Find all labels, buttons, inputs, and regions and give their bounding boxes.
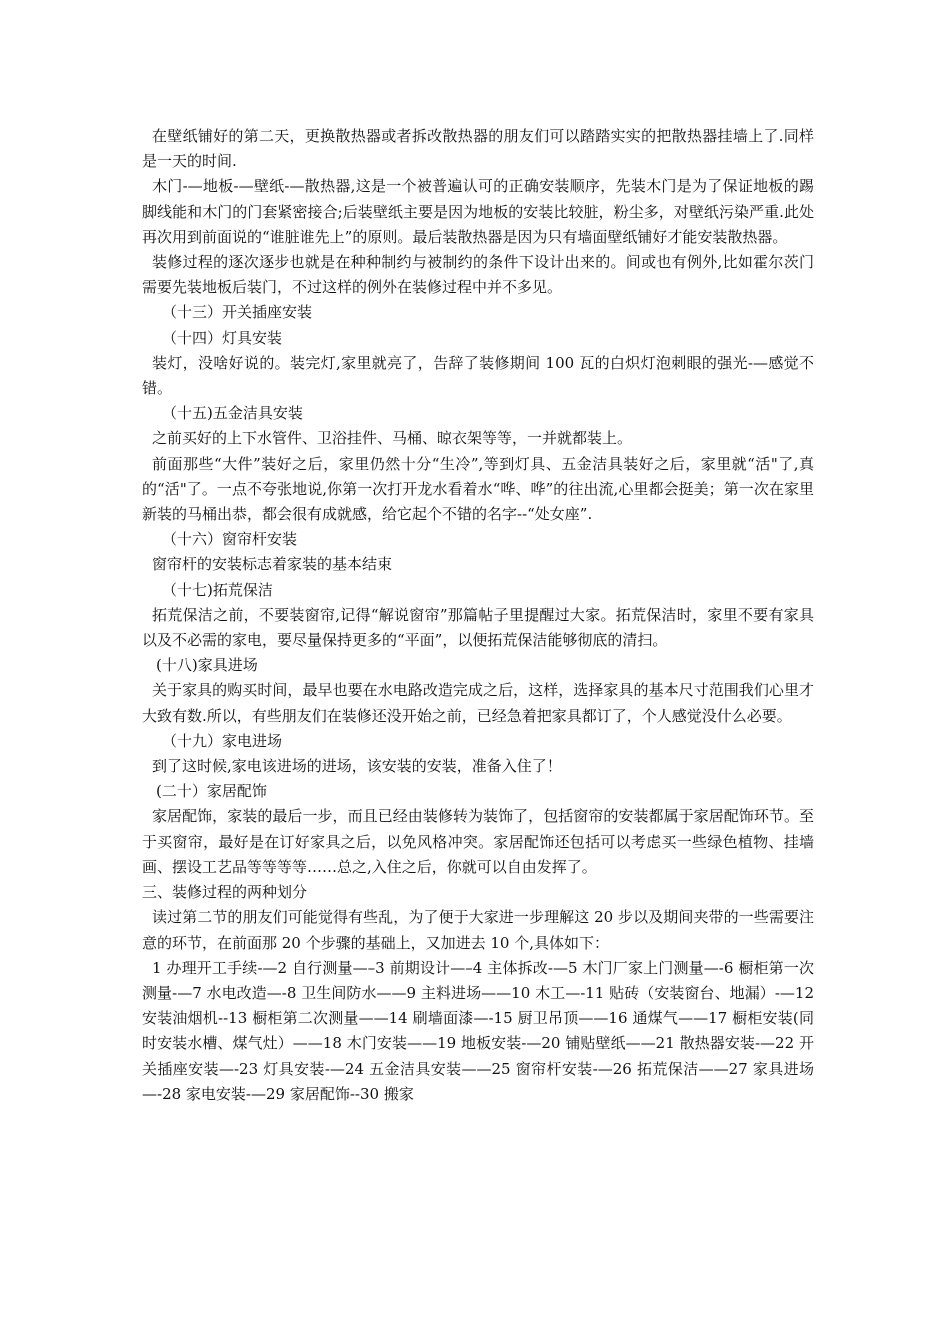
paragraph-appliances: 到了这时候,家电该进场的进场，该安装的安装，准备入住了！: [152, 757, 562, 776]
paragraph-cleaning: 拓荒保洁之前，不要装窗帘,记得“解说窗帘”那篇帖子里提醒过大家。拓荒保洁时，家里不要有家具以及不必需的家电，要尽量保持更多的“平面”，以便拓荒保洁能够彻底的清扫。: [142, 605, 814, 650]
paragraph-hardware: 之前买好的上下水管件、卫浴挂件、马桶、晾衣架等等，一并就都装上。: [152, 429, 633, 448]
paragraph-wallpaper-radiator: 在壁纸铺好的第二天，更换散热器或者拆改散热器的朋友们可以踏踏实实的把散热器挂墙上了.同样是一天的时间.: [142, 127, 814, 171]
heading-19-appliances: （十九）家电进场: [162, 731, 283, 750]
paragraph-install-order: 木门-—地板-—壁纸-—散热器,这是一个被普遍认可的正确安装顺序，先装木门是为了保证地板的踢脚线能和木门的门套紧密接合;后装壁纸主要是因为地板的安装比较脏，粉尘多，对壁纸污染严重.此处再次用到前面说的“谁脏谁先上”的原则。最后装散热器是因为只有墙面壁纸铺好才能安装散热器。: [142, 177, 814, 246]
paragraph-constraints: 装修过程的逐次逐步也就是在种种制约与被制约的条件下设计出来的。间或也有例外,比如霍尔茨门需要先装地板后装门，不过这样的例外在装修过程中并不多见。: [142, 253, 814, 297]
paragraph-come-alive: 前面那些“大件”装好之后，家里仍然十分“生冷”,等到灯具、五金洁具装好之后，家里就“活"了,真的“活"了。一点不夸张地说,你第一次打开龙水看着水“哗、哗”的往出流,心里都会挺美；第一次在家里新装的马桶出恭，都会很有成就感，给它起个不错的名字--“处女座”.: [142, 454, 814, 524]
heading-13-switch-socket: （十三）开关插座安装: [162, 303, 313, 322]
paragraph-lighting: 装灯，没啥好说的。装完灯,家里就亮了，告辞了装修期间 100 瓦的白炽灯泡刺眼的强光-—感觉不错。: [142, 353, 814, 398]
paragraph-furniture: 关于家具的购买时间，最早也要在水电路改造完成之后，这样，选择家具的基本尺寸范围我们心里才大致有数.所以，有些朋友们在装修还没开始之前，已经急着把家具都订了，个人感觉没什么必要。: [142, 681, 814, 725]
paragraph-intro-30-steps: 读过第二节的朋友们可能觉得有些乱，为了便于大家进一步理解这 20 步以及期间夹带的一些需要注意的环节，在前面那 20 个步骤的基础上，又加进去 10 个,具体如下：: [142, 908, 814, 952]
paragraph-curtain-rod: 窗帘杆的安装标志着家装的基本结束: [152, 555, 393, 574]
heading-16-curtain-rod: （十六）窗帘杆安装: [162, 530, 298, 549]
paragraph-30-steps-list: 1 办理开工手续-—2 自行测量—–3 前期设计—–4 主体拆改-—5 木门厂家上门测量—-6 橱柜第一次测量-—7 水电改造—-8 卫生间防水——9 主料进场——10 木工—-11 贴砖（安装窗台、地漏）-—12 安装油烟机--13 橱柜第二次测量——14 刷墙面漆—-15 厨卫吊顶——16 通煤气——17 橱柜安装(同时安装水槽、煤气灶）——18 木门安装——19 地板安装-—20 铺贴壁纸——21 散热器安装-—22 开关插座安装—-23 灯具安装-—24 五金洁具安装——25 窗帘杆安装-—26 拓荒保洁——27 家具进场—-28 家电安装-—29 家居配饰--30 搬家: [142, 958, 814, 1103]
section-heading-three: 三、装修过程的两种划分: [142, 883, 308, 902]
heading-20-decoration: (二十）家居配饰: [156, 782, 267, 801]
heading-15-hardware: （十五)五金洁具安装: [162, 404, 303, 423]
heading-14-lighting: （十四）灯具安装: [162, 328, 283, 347]
heading-18-furniture: (十八)家具进场: [156, 656, 258, 675]
paragraph-decoration: 家居配饰，家装的最后一步，而且已经由装修转为装饰了，包括窗帘的安装都属于家居配饰环节。至于买窗帘，最好是在订好家具之后，以免风格冲突。家居配饰还包括可以考虑买一些绿色植物、挂墙画、摆设工艺品等等等等……总之,入住之后，你就可以自由发挥了。: [142, 807, 814, 876]
document-page: [142, 124, 814, 1107]
heading-17-cleaning: （十七)拓荒保洁: [162, 580, 273, 599]
